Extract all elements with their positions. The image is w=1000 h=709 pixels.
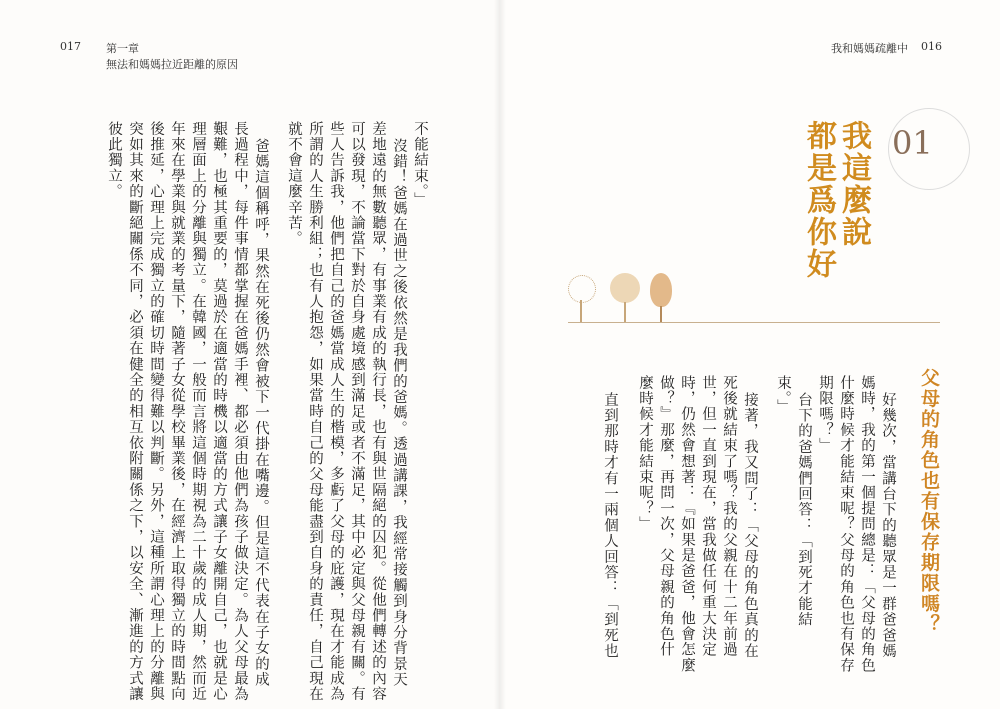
ground-line-divider [568,322,940,323]
tree-trunk [624,302,626,322]
right-text-column: 做？』那麼，再問一次，父母親的角色什 [658,375,674,658]
section-heading: 父母的角色也有保存期限嗎？ [918,368,940,635]
right-text-column: 什麼時候才能結束呢？父母的角色也有保存 [838,375,854,674]
chapter-title-line: 都是爲你好 [801,120,836,280]
left-text-column: 年來在學業與就業的考量下，隨著子女從學校畢業後，在經濟上取得獨立的時間點向 [169,121,185,702]
tree-trunk [580,300,582,322]
tree-trunk [660,306,662,322]
right-text-column: 束。」 [775,375,791,415]
chapter-subtitle: 無法和媽媽拉近距離的原因 [106,58,238,71]
chapter-number: 01 [892,124,933,162]
right-text-column: 好幾次，當講台下的聽眾是一群爸爸媽 [880,392,896,659]
left-text-column: 理層面上的分離與獨立。在韓國，一般而言將這個時期視為二十歲的成人期，然而近 [190,121,206,702]
right-text-column: 台下的爸媽們回答：「到死才能結 [796,392,812,628]
left-text-column: 不能結束。」 [412,121,428,208]
tree-illustration [650,273,672,307]
right-text-column: 接著，我又問了：「父母的角色真的在 [742,392,758,659]
left-text-column: 差地遠的無數聽眾，有事業有成的執行長，也有與世隔絕的囚犯。從他們轉述的內容 [370,121,386,702]
tree-illustration [610,273,640,303]
left-text-column: 長過程中，每件事情都掌握在爸媽手裡、都必須由他們為孩子做決定。為人父母最為 [232,121,248,702]
left-text-column: 些人告訴我，他們把自己的爸媽當成人生的楷模，多虧了父母的庇護，現在才能成為 [328,121,344,702]
right-text-column: 世，但一直到現在，當我做任何重大決定 [700,375,716,658]
right-text-column: 死後就結束了嗎？我的父親在十二年前過 [721,375,737,658]
left-text-column: 後推延，心理上完成獨立的確切時間變得難以判斷。另外，這種所謂心理上的分離與 [148,121,164,702]
right-text-column: 期限嗎？」 [817,375,833,454]
chapter-label: 第一章 [106,42,139,55]
left-text-column: 沒錯！爸媽在過世之後依然是我們的爸媽。透過講課，我經常接觸到身分背景天 [391,138,407,688]
left-text-column: 彼此獨立。 [106,121,122,200]
running-header: 我和媽媽疏離中 [831,42,908,55]
right-text-column: 媽時，我的第一個提問總是：「父母的角色 [859,375,875,674]
chapter-title-line: 我這麼說 [836,120,871,248]
left-text-column: 所謂的人生勝利組；也有人抱怨，如果當時自己的父母能盡到自身的責任，自己現在 [307,121,323,702]
left-text-column: 突如其來的斷絕關係不同，必須在健全的相互依附關係之下，以安全、漸進的方式讓 [127,121,143,702]
tree-illustration [568,275,596,303]
right-text-column: 麼時候才能結束呢？」 [637,375,653,532]
right-page-number: 016 [921,40,942,53]
book-gutter [494,0,506,709]
right-text-column: 直到那時才有一兩個人回答：「到死也 [602,392,618,659]
left-text-column: 可以發現，不論當下對於自身處境感到滿足或者不滿足，其中必定與父母親有關。有 [349,121,365,702]
right-text-column: 時，仍然會想著：『如果是爸爸，他會怎麼 [679,375,695,674]
left-text-column: 爸媽這個稱呼，果然在死後仍然會被下一代掛在嘴邊。但是這不代表在子女的成 [253,138,269,688]
left-text-column: 就不會這麼辛苦。 [286,121,302,247]
left-page-number: 017 [60,40,81,53]
left-text-column: 艱難，也極其重要的，莫過於在適當的時機以適當的方式讓子女離開自己，也就是心 [211,121,227,702]
